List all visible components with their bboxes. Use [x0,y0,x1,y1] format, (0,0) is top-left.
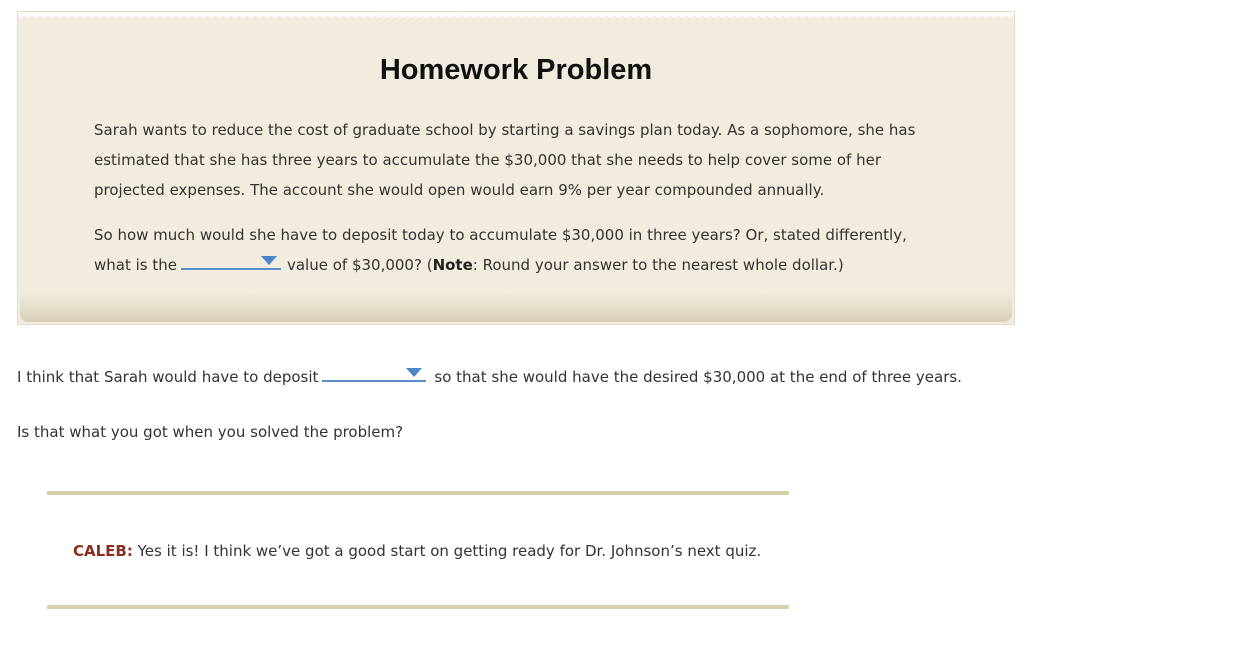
caret-down-icon [406,368,422,377]
caret-down-icon [261,256,277,265]
wavy-top-edge [18,12,1014,21]
question-text-before: So how much would she have to deposit today to accumulate $30,000 in three years? Or, stated differently, what is the [94,226,907,274]
dialog-top-rule [47,491,789,495]
question-text-after: value of $30,000? ( [286,256,433,274]
problem-paragraph: Sarah wants to reduce the cost of graduate school by starting a savings plan today. As a sophomore, she has estimated that she has three years to accumulate the $30,000 that she needs to help cover some of her projected expenses. The account she would open would earn 9% per year compounded annually. [94,121,916,199]
deposit-text-after: so that she would have the desired $30,000 at the end of three years. [434,368,962,386]
homework-title: Homework Problem [379,54,653,86]
deposit-text-before: I think that Sarah would have to deposit [17,368,319,386]
dialog-bottom-rule [47,605,789,609]
check-question: Is that what you got when you solved the problem? [17,423,404,441]
deposit-amount-dropdown[interactable] [322,362,426,382]
value-type-dropdown[interactable] [181,250,281,270]
note-label: Note [432,256,473,274]
question-text-end: : Round your answer to the nearest whole dollar.) [472,256,844,274]
dialog-text: Yes it is! I think we’ve got a good start on getting ready for Dr. Johnson’s next quiz. [137,542,762,560]
homework-panel [17,11,1015,325]
panel-bottom-shade [20,292,1012,322]
speaker-name: CALEB: [73,542,133,560]
deposit-answer-line [17,362,962,386]
question-paragraph [94,220,934,280]
caleb-dialog [73,542,761,560]
